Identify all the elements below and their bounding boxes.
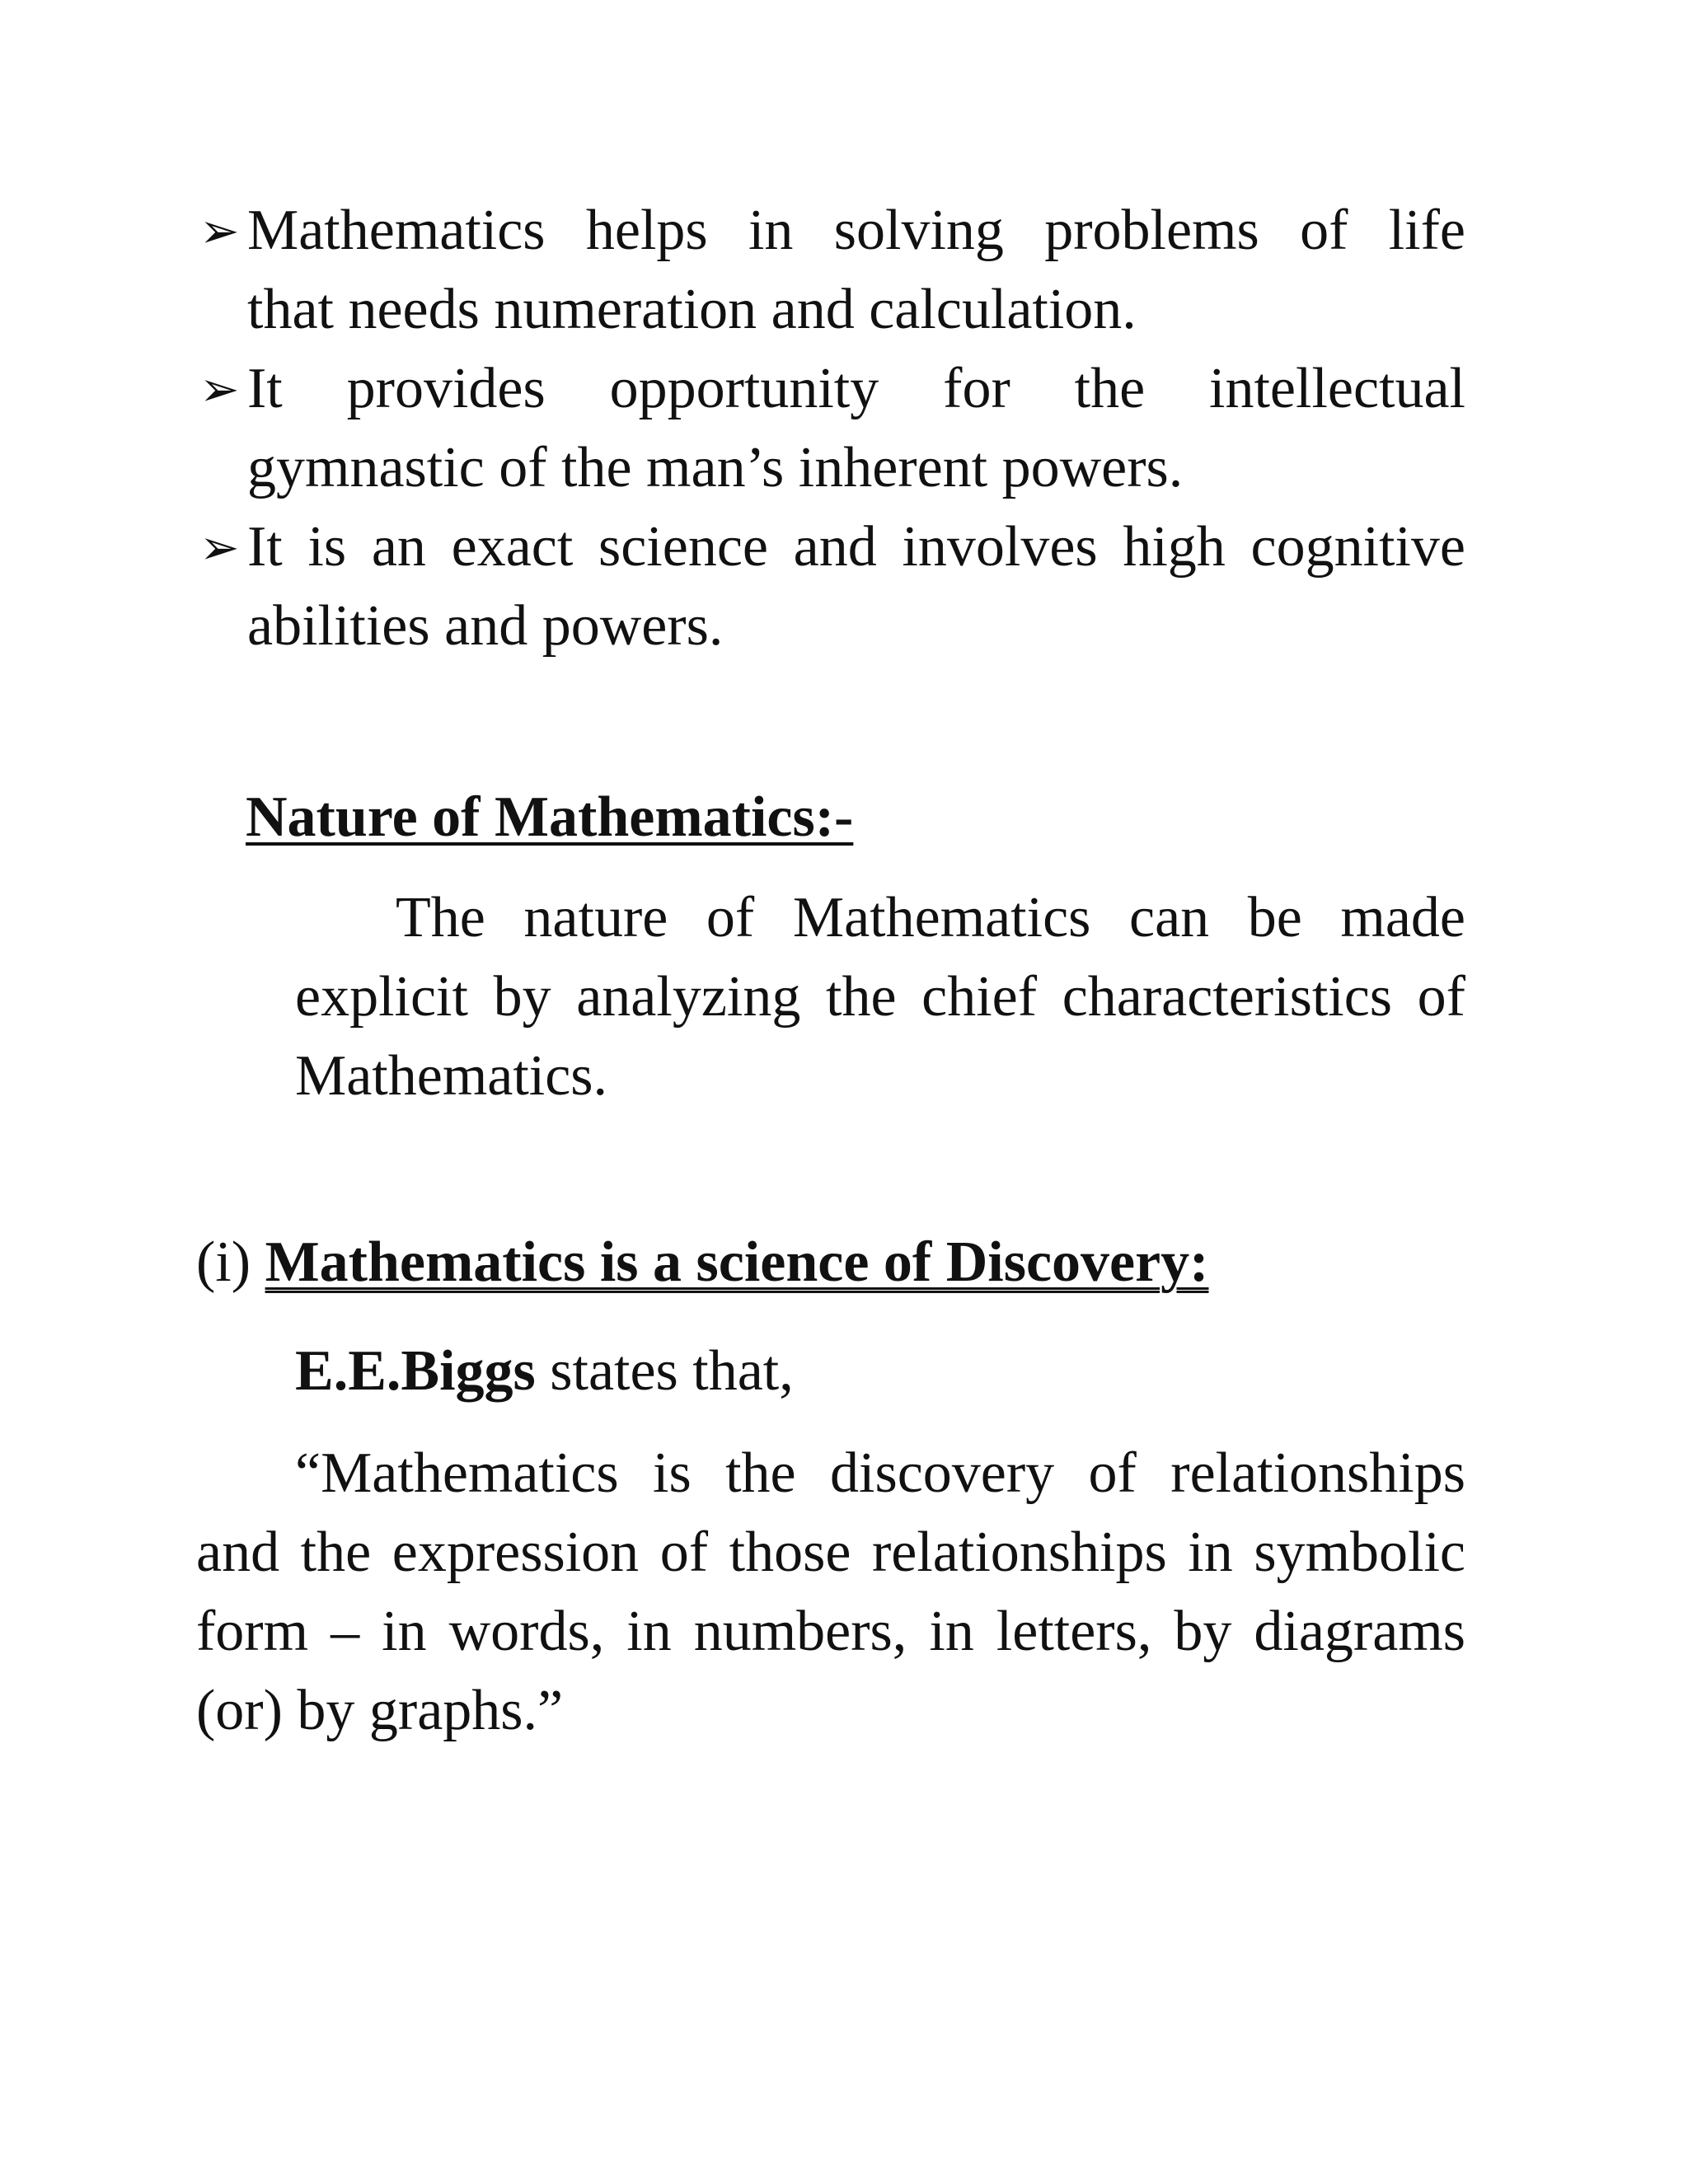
bullet-item bbox=[199, 191, 1465, 349]
paragraph-line: The nature of Mathematics can be made bbox=[396, 886, 1465, 949]
quote-line: “Mathematics is the discovery of relationships bbox=[295, 1441, 1465, 1505]
quote-line: (or) by graphs.” bbox=[196, 1679, 564, 1742]
bullet-line: gymnastic of the man’s inherent powers. bbox=[247, 436, 1184, 499]
subsection-number: (i) bbox=[196, 1230, 265, 1294]
attribution-line bbox=[295, 1332, 794, 1411]
arrow-bullet-icon: ➢ bbox=[199, 519, 240, 575]
paragraph-line: Mathematics. bbox=[295, 1044, 608, 1108]
quote-line: and the expression of those relationships in symbolic bbox=[196, 1521, 1465, 1584]
subsection-heading bbox=[196, 1223, 1209, 1302]
attribution-text: states that, bbox=[535, 1339, 794, 1403]
quote-paragraph bbox=[196, 1434, 1465, 1750]
paragraph-line: explicit by analyzing the chief characteristics of bbox=[295, 965, 1465, 1029]
bullet-line: abilities and powers. bbox=[247, 594, 724, 658]
subsection-title: Mathematics is a science of Discovery: bbox=[265, 1230, 1209, 1294]
bullet-line: Mathematics helps in solving problems of life bbox=[247, 199, 1465, 262]
section-heading: Nature of Mathematics:- bbox=[246, 785, 854, 849]
bullet-line: It provides opportunity for the intellectual bbox=[247, 357, 1465, 420]
author-name: E.E.Biggs bbox=[295, 1339, 536, 1403]
bullet-line: that needs numeration and calculation. bbox=[247, 278, 1137, 341]
bullet-line: It is an exact science and involves high cognitive bbox=[247, 515, 1465, 579]
nature-paragraph bbox=[295, 879, 1465, 1116]
bullet-item bbox=[199, 349, 1465, 508]
arrow-bullet-icon: ➢ bbox=[199, 361, 240, 417]
quote-line: form – in words, in numbers, in letters, by diagrams bbox=[196, 1600, 1465, 1663]
arrow-bullet-icon: ➢ bbox=[199, 203, 240, 259]
bullet-item bbox=[199, 508, 1465, 666]
